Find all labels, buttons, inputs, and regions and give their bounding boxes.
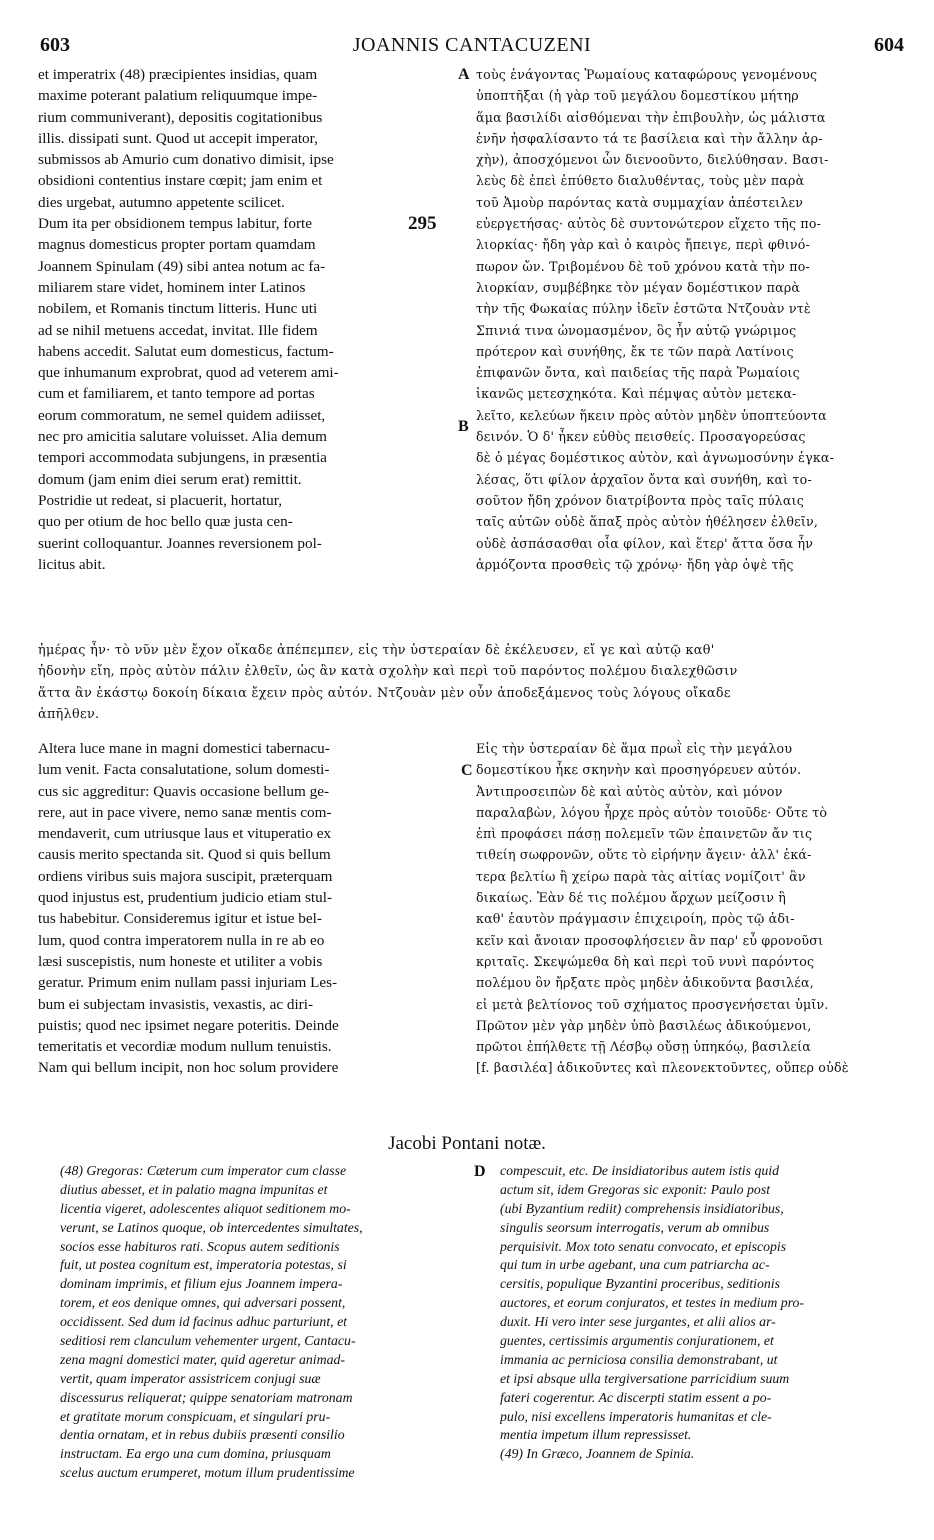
greek-text-line: τοῦ Ἀμοὺρ παρόντας κατὰ συμμαχίαν ἀπέστειλεν <box>476 194 804 210</box>
greek-text-line: τὴν τῆς Φωκαίας πύλην ἰδεῖν ἑστῶτα Ντζουὰν ντὲ <box>476 301 811 317</box>
greek-text-line: λιορκίας· ἤδη γὰρ καὶ ὁ καιρὸς ἤπειγε, περὶ φθινό- <box>476 237 810 253</box>
greek-text-line: ἐνῆν ἠσφαλίσαντο τά τε βασίλεια καὶ τὴν ἄλλην ἀρ- <box>476 130 823 146</box>
note-line: occidissent. Sed dum id facinus adhuc parturiunt, et <box>60 1314 348 1330</box>
note-line: auctores, et eorum conjuratos, et testes in medium pro- <box>500 1295 804 1311</box>
note-line: fateri cogerentur. Ac discerpti statim essent a po- <box>500 1389 772 1405</box>
note-line: instructam. Ea ergo una cum domina, priusquam <box>60 1446 331 1462</box>
latin-text-line: submissos ab Amurio cum donativo dimisit, ipse <box>38 151 334 169</box>
note-line: torem, et eos denique omnes, qui adversari possent, <box>60 1295 346 1311</box>
running-title: JOANNIS CANTACUZENI <box>352 34 592 56</box>
greek-text-line: εὐεργετήσας· αὐτὸς δὲ συντονώτερον εἴχετο τῆς πο- <box>476 216 822 232</box>
latin-column-bottom <box>38 738 458 1079</box>
greek-text-line: Πρῶτον μὲν γὰρ μηδὲν ὑπὸ βασιλέως ἀδικούμενοι, <box>476 1017 812 1033</box>
greek-text-line: λέσας, ὅτι φίλον ἀρχαῖον ὄντα καὶ συνήθη, καὶ το- <box>476 471 812 487</box>
greek-text-line: κεῖν καὶ ἄνοιαν προσοφλήσειεν ἂν παρ' εὖ φρονοῦσι <box>476 932 824 948</box>
greek-fullwidth-line: ἡδονὴν εἴη, πρὸς αὐτὸν πάλιν ἐλθεῖν, ὡς ἂν κατὰ σχολὴν καὶ περὶ τοῦ παρόντος πολέμου διαλεχθῶσιν <box>38 664 738 680</box>
note-line: perquisivit. Mox toto senatu convocato, et episcopis <box>500 1238 787 1254</box>
greek-text-line: τιθείη σωφρονῶν, οὔτε τὸ εἰρήνην ἄγειν· ἀλλ' ἑκά- <box>476 847 812 863</box>
note-line: duxit. Hi vero inter sese jurgantes, et alii alios ar- <box>500 1314 776 1330</box>
greek-text-line: ἁρμόζοντα προσθεὶς τῷ χρόνῳ· ἤδη γὰρ ὀψὲ τῆς <box>476 556 794 572</box>
greek-fullwidth-line: ἅττα ἂν ἑκάστῳ δοκοίη δίκαια ἔχειν πρὸς αὐτόν. Ντζουὰν μὲν οὖν ἀποδεξάμενος τοὺς λόγους οἴκαδε <box>38 685 731 701</box>
margin-letter-a: A <box>458 66 470 83</box>
note-line: (49) In Græco, Joannem de Spinia. <box>500 1446 695 1462</box>
latin-text-line: que inhumanum exprobrat, quod ad veterem ami- <box>38 364 339 382</box>
note-line: vertit, quam imperator assistricem conjugi suæ <box>60 1370 321 1386</box>
margin-letter-b: B <box>458 418 469 435</box>
greek-text-line: Ἀντιπροσειπὼν δὲ καὶ αὐτὸς αὐτὸν, καὶ μόνον <box>476 783 783 799</box>
latin-text-line: domum (jam enim diei serum erat) remittit. <box>38 470 302 488</box>
latin-text-line: Joannem Spinulam (49) sibi antea notum ac fa- <box>38 257 326 275</box>
latin-text-line: quo per otium de hoc bello quæ justa cen- <box>38 513 293 531</box>
greek-text-line: πρῶτοι ἐπήλθετε τῇ Λέσβῳ οὔσῃ ὑπηκόῳ, βασιλεία <box>476 1039 811 1055</box>
latin-text-line: lum, quod contra imperatorem nulla in re ab eo <box>38 931 325 949</box>
note-line: fuit, ut postea cognitum est, imperatoria potestas, si <box>60 1257 347 1273</box>
greek-text-line: παραλαβὼν, λόγου ἦρχε πρὸς αὐτὸν τοιοῦδε· Οὔτε τὸ <box>476 804 828 820</box>
note-line: actum sit, idem Gregoras sic exponit: Paulo post <box>500 1181 771 1197</box>
note-line: diutius abesset, et in palatio magna impunitas et <box>60 1181 328 1197</box>
note-line: guentes, certissimis argumentis conjurationem, et <box>500 1333 774 1349</box>
note-line: licentia vigeret, adolescentes aliquot seditionem mo- <box>60 1200 351 1216</box>
notes-title: Jacobi Pontani notæ. <box>388 1133 546 1154</box>
note-line: pulo, nisi excellens imperatoris humanitas et cle- <box>500 1408 772 1424</box>
greek-text-line: λεὺς δὲ ἐπεὶ ἐπύθετο διαλυθέντας, τοὺς μὲν παρὰ <box>476 173 805 189</box>
latin-text-line: nec pro amicitia salutare voluisset. Alia demum <box>38 428 327 446</box>
margin-letter-d: D <box>474 1163 486 1180</box>
greek-text-line: ἐπιφανῶν ὄντα, καὶ παιδείας τῆς παρὰ Ῥωμαίοις <box>476 365 800 381</box>
note-line: zena magni domestici mater, quid ageretur animad- <box>60 1351 345 1367</box>
latin-text-line: tus habebitur. Consideremus igitur et istue bel- <box>38 910 322 928</box>
latin-text-line: habens accedit. Salutat eum domesticus, factum- <box>38 342 334 360</box>
latin-text-line: ad se nihil metuens accedat, invitat. Ille fidem <box>38 321 318 339</box>
notes-left-column <box>60 1162 458 1483</box>
page-number-right: 604 <box>874 34 904 56</box>
greek-text-line: ἐπὶ προφάσει πάσῃ πολεμεῖν τῶν ἐπαινετῶν ἄν τις <box>476 826 813 842</box>
page-number-left: 603 <box>40 34 70 56</box>
latin-text-line: cus sic aggreditur: Quavis occasione bellum ge- <box>38 782 330 800</box>
running-header <box>40 34 904 60</box>
greek-text-line: εἰ μετὰ βελτίονος τοῦ σχήματος προσγενήσεται ὑμῖν. <box>476 996 829 1012</box>
greek-column-top <box>476 64 899 575</box>
greek-text-line: δομεστίκου ἧκε σκηνὴν καὶ προσηγόρευεν αὐτόν. <box>476 762 802 778</box>
latin-text-line: rere, aut in pace vivere, nemo sanæ mentis com- <box>38 803 332 821</box>
greek-text-line: Εἰς τὴν ὑστεραίαν δὲ ἅμα πρωῒ εἰς τὴν μεγάλου <box>476 741 793 756</box>
margin-letter-c: C <box>461 762 473 779</box>
latin-text-line: causis merito spectanda sit. Quod si quis bellum <box>38 846 331 864</box>
greek-text-line: τερα βελτίω ἢ χείρω παρὰ τὰς αἰτίας νομίζοιτ' ἂν <box>476 868 806 884</box>
note-line: cersitis, populique Byzantini proceribus, seditionis <box>500 1276 781 1292</box>
greek-text-line: χὴν), ἀποσχόμενοι ὧν διενοοῦντο, διελύθησαν. Βασι- <box>476 152 829 168</box>
latin-text-line: et imperatrix (48) præcipientes insidias, quam <box>38 66 318 83</box>
latin-text-line: puistis; quod nec ipsimet negare poteritis. Deinde <box>38 1016 339 1034</box>
latin-text-line: geratur. Primum enim nullam passi injuriam Les- <box>38 974 338 992</box>
greek-text-line: δικαίως. Ἐὰν δέ τις πολέμου ἄρχων μείζοσιν ἢ <box>476 890 786 906</box>
greek-fullwidth-line: ἀπῆλθεν. <box>38 706 100 722</box>
greek-column-bottom <box>476 738 899 1079</box>
edition-page-marker: 295 <box>408 213 437 234</box>
latin-text-line: suerint colloquantur. Joannes reversionem pol- <box>38 534 322 552</box>
greek-text-line: σοῦτον ἤδη χρόνον διατρίβοντα πρὸς ταῖς πύλαις <box>476 492 804 508</box>
latin-text-line: Dum ita per obsidionem tempus labitur, forte <box>38 215 312 233</box>
latin-text-line: lum venit. Facta consalutatione, solum domesti- <box>38 761 330 779</box>
note-line: socios esse habituros rati. Scopus autem seditionis <box>60 1238 340 1254</box>
latin-text-line: Postridie ut redeat, si placuerit, hortatur, <box>38 491 283 509</box>
latin-text-line: illis. dissipati sunt. Quod ut accepit imperator, <box>38 129 318 147</box>
latin-text-line: rium communiverant), depositis cogitationibus <box>38 108 323 126</box>
latin-text-line: Altera luce mane in magni domestici tabernacu- <box>38 740 330 757</box>
greek-text-line: λιορκίαν, συμβέβηκε τὸν μέγαν δομέστικον παρὰ <box>476 279 801 295</box>
note-line: et gratitate morum conspicuam, et singulari pru- <box>60 1408 331 1424</box>
greek-text-line: δεινόν. Ὁ δ' ἧκεν εὐθὺς πεισθείς. Προσαγορεύσας <box>476 429 806 445</box>
note-line: discessurus reliquerat; quippe senatoriam matronam <box>60 1389 353 1405</box>
greek-text-line: ἅμα βασιλίδι αἰσθόμεναι τὴν ἐπιβουλὴν, ὡς μάλιστα <box>476 109 826 125</box>
latin-text-line: temeritatis et vecordiæ modum nullum tenuistis. <box>38 1038 332 1056</box>
note-line: (ubi Byzantium rediit) comprehensis insidiatoribus, <box>500 1200 784 1216</box>
latin-text-line: cum et familiarem, et tanto tempore ad portas <box>38 385 315 403</box>
greek-text-line: δὲ ὁ μέγας δομέστικος αὐτὸν, καὶ ἀγνωμοσύνην ἐγκα- <box>476 450 835 466</box>
latin-text-line: eorum commoratum, ne semel quidem adiisset, <box>38 406 326 424</box>
greek-text-line: πολέμου ὃν ἤρξατε πρὸς μηδὲν ἀδικοῦντα βασιλέα, <box>476 975 814 991</box>
greek-text-line: οὐδὲ ἀσπάσασθαι οἷα φίλον, καὶ ἕτερ' ἄττα ὅσα ἦν <box>476 535 814 551</box>
latin-text-line: obsidioni contentius instare cœpit; jam enim et <box>38 172 323 190</box>
greek-text-line: πωρον ὤν. Τριβομένου δὲ τοῦ χρόνου κατὰ τὴν πο- <box>476 258 810 274</box>
greek-text-line: ταῖς αὐτῶν οὐδὲ ἅπαξ πρὸς αὐτὸν ἠθέλησεν ἐλθεῖν, <box>476 514 819 530</box>
latin-text-line: dies urgebat, autumno appetente scilicet. <box>38 193 285 211</box>
greek-text-line: καθ' ἑαυτὸν πράγμασιν ἐπιχειροίη, πρὸς τῷ ἀδι- <box>476 911 795 927</box>
note-line: immania ac perniciosa consilia demonstrabant, ut <box>500 1351 778 1367</box>
greek-text-line: κριταῖς. Σκεψώμεθα δὴ καὶ περὶ τοῦ νυνὶ παρόντος <box>476 953 815 969</box>
greek-text-line: τοὺς ἐνάγοντας Ῥωμαίους καταφώρους γενομένους <box>476 67 818 82</box>
note-line: verunt, se Latinos quoque, ob intercedentes simultates, <box>60 1219 363 1235</box>
greek-text-line: πρότερον καὶ συνήθης, ἔκ τε τῶν παρὰ Λατίνοις <box>476 343 794 359</box>
latin-text-line: magnus domesticus propter portam quamdam <box>38 236 316 254</box>
latin-text-line: tempori accommodata subjungens, in præsentia <box>38 449 327 467</box>
greek-text-line: λεῖτο, κελεύων ἥκειν πρὸς αὐτὸν μηδὲν ὑποπτεύοντα <box>476 407 827 423</box>
note-line: scelus auctum erumperet, motum illum prudentissime <box>60 1465 355 1481</box>
greek-text-line: ὑποπτῆξαι (ἡ γὰρ τοῦ μεγάλου δομεστίκου μήτηρ <box>476 88 799 104</box>
note-line: seditiosi rem clanculum vehementer urgent, Cantacu- <box>60 1333 356 1349</box>
latin-text-line: ordiens viribus suis majora suscipit, præterquam <box>38 867 333 885</box>
greek-text-line: [f. βασιλέα] ἀδικοῦντες καὶ πλεονεκτοῦντες, οὕπερ οὐδὲ <box>476 1060 849 1076</box>
greek-text-line: ἱκανῶς μετεσχηκότα. Καὶ πέμψας αὐτὸν μετεκα- <box>476 386 797 402</box>
latin-column-top <box>38 64 458 575</box>
latin-text-line: læsi suscepistis, num honeste et utiliter a vobis <box>38 952 323 970</box>
note-line: mentia impetum illum repressisset. <box>500 1427 692 1443</box>
note-line: dentia ornatam, et in rebus dubiis præsenti consilio <box>60 1427 345 1443</box>
note-line: et ipsi absque ulla tergiversatione parricidium suum <box>500 1370 790 1386</box>
latin-text-line: mendaverit, cum utriusque laus et vituperatio ex <box>38 825 332 843</box>
note-line: qui tum in urbe agebant, una cum patriarcha ac- <box>500 1257 770 1273</box>
note-line: singulis seorsum interrogatis, verum ab omnibus <box>500 1219 770 1235</box>
latin-text-line: bum ei subjectam invasistis, vexastis, ac diri- <box>38 995 314 1013</box>
note-line: dominam imprimis, et filium ejus Joannem impera- <box>60 1276 343 1292</box>
latin-text-line: maxime poterant palatium reliquumque impe- <box>38 87 318 105</box>
latin-text-line: quod injustus est, prudentium judicio etiam stul- <box>38 889 333 907</box>
greek-fullwidth-line: ἡμέρας ἦν· τὸ νῦν μὲν ἔχον οἴκαδε ἀπέπεμπεν, εἰς τὴν ὑστεραίαν δὲ ἐκέλευσεν, εἴ γε καὶ αὐτῷ καθ' <box>38 643 715 658</box>
latin-text-line: nobilem, et Romanis tinctum litteris. Hunc uti <box>38 300 318 318</box>
latin-text-line: Nam qui bellum incipit, non hoc solum providere <box>38 1059 339 1077</box>
latin-text-line: miliarem stare videt, hominem inter Latinos <box>38 278 306 296</box>
latin-text-line: licitus abit. <box>38 555 106 573</box>
note-line: (48) Gregoras: Cæterum cum imperator cum classe <box>60 1163 347 1178</box>
greek-fullwidth <box>38 640 900 725</box>
note-line: compescuit, etc. De insidiatoribus autem istis quid <box>500 1163 779 1178</box>
notes-right-column <box>500 1162 898 1464</box>
greek-text-line: Σπινιά τινα ὠνομασμένον, ὃς ἦν αὐτῷ γνώριμος <box>476 322 797 338</box>
